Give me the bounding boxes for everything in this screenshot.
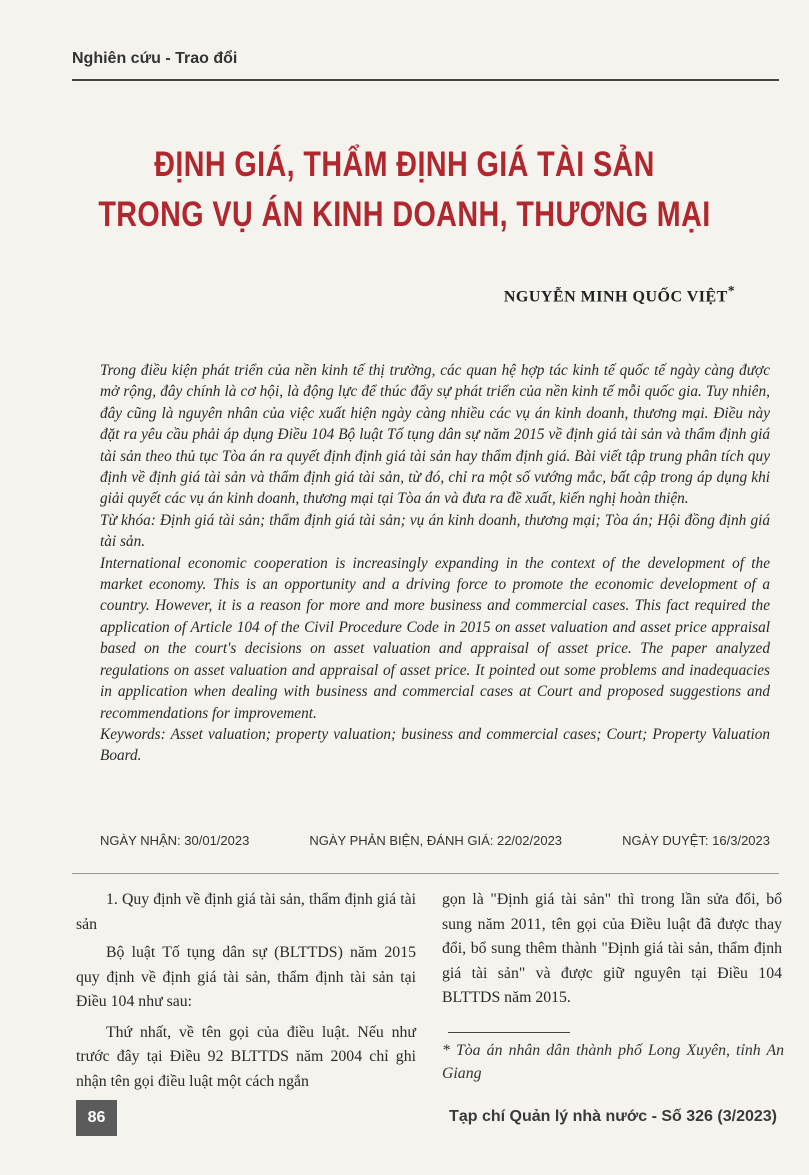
body-paragraph-3: gọn là "Định giá tài sản" thì trong lần sửa đổi, bổ sung năm 2011, tên gọi của Điều luật đã được thay đổi, bổ sung thêm thành "Định giá tài sản, thẩm định giá tài sản" và được giữ nguyên tại Điều 104 BLTTDS năm 2015. — [442, 891, 782, 1006]
abstract-english: International economic cooperation is increasingly expanding in the context of the development of the market economy. This is an opportunity and a driving force to promote the economic development of a country. However, it is a reason for more and more business and commercial cases. This fact required the application of Article 104 of the Civil Procedure Code in 2015 on asset valuation and asset price appraisal based on the court's decisions on asset valuation and appraisal of asset price. The paper analyzed regulations on asset valuation and appraisal of asset price. It pointed out some problems and inadequacies in application when dealing with business and commercial cases at Court and proposed suggestions and recommendations for improvement. — [100, 554, 770, 722]
date-received: NGÀY NHẬN: 30/01/2023 — [100, 833, 250, 848]
article-dates — [100, 833, 770, 848]
author-footnote-mark: * — [727, 283, 735, 298]
keywords-english: Keywords: Asset valuation; property valuation; business and commercial cases; Court; Property Valuation Board. — [100, 725, 770, 765]
keywords-vietnamese: Từ khóa: Định giá tài sản; thẩm định giá tài sản; vụ án kinh doanh, thương mại; Tòa án; Hội đồng định giá tài sản. — [100, 511, 770, 551]
journal-footer: Tạp chí Quản lý nhà nước - Số 326 (3/2023) — [449, 1108, 777, 1125]
author — [504, 283, 735, 306]
body-paragraph-2: Thứ nhất, về tên gọi của điều luật. Nếu như trước đây tại Điều 92 BLTTDS năm 2004 chỉ ghi nhận tên gọi điều luật một cách ngắn — [76, 1023, 416, 1090]
title-line-2: TRONG VỤ ÁN KINH DOANH, THƯƠNG MẠI — [98, 195, 711, 234]
date-reviewed: NGÀY PHẢN BIỆN, ĐÁNH GIÁ: 22/02/2023 — [309, 833, 563, 848]
section-heading: 1. Quy định về định giá tài sản, thẩm định giá tài sản — [76, 891, 416, 933]
abstract — [100, 360, 770, 767]
footnote: * Tòa án nhân dân thành phố Long Xuyên, tỉnh An Giang — [442, 1042, 784, 1082]
article-title — [0, 140, 809, 240]
body-paragraph-1: Bộ luật Tố tụng dân sự (BLTTDS) năm 2015 quy định về định giá tài sản, thẩm định tài sản tại Điều 104 như sau: — [76, 944, 416, 1010]
page-number: 86 — [76, 1100, 117, 1136]
header-rule — [72, 79, 779, 81]
body-column-right — [442, 888, 782, 1017]
date-approved: NGÀY DUYỆT: 16/3/2023 — [622, 833, 770, 848]
footnote-rule — [448, 1032, 570, 1033]
section-divider — [72, 873, 779, 874]
author-name: NGUYỄN MINH QUỐC VIỆT — [503, 288, 728, 306]
body-column-left — [76, 888, 416, 1100]
section-label: Nghiên cứu - Trao đổi — [72, 50, 238, 67]
abstract-vietnamese: Trong điều kiện phát triển của nền kinh tế thị trường, các quan hệ hợp tác kinh tế quốc tế ngày càng được mở rộng, đây chính là cơ hội, là động lực để thúc đẩy sự phát triển của nền kinh tế mỗi quốc gia. Tuy nhiên, đây cũng là nguyên nhân của việc xuất hiện ngày càng nhiều các vụ án kinh doanh, thương mại. Điều này đặt ra yêu cầu phải áp dụng Điều 104 Bộ luật Tố tụng dân sự năm 2015 về định giá tài sản và thẩm định giá tài sản theo thủ tục Tòa án ra quyết định định giá tài sản hay thẩm định giá. Bài viết tập trung phân tích quy định về định giá tài sản và thẩm định giá tài sản, từ đó, chỉ ra một số vướng mắc, bất cập trong áp dụng khi giải quyết các vụ án kinh doanh, thương mại tại Tòa án và đưa ra đề xuất, kiến nghị hoàn thiện. — [100, 362, 770, 508]
title-line-1: ĐỊNH GIÁ, THẨM ĐỊNH GIÁ TÀI SẢN — [154, 145, 655, 184]
